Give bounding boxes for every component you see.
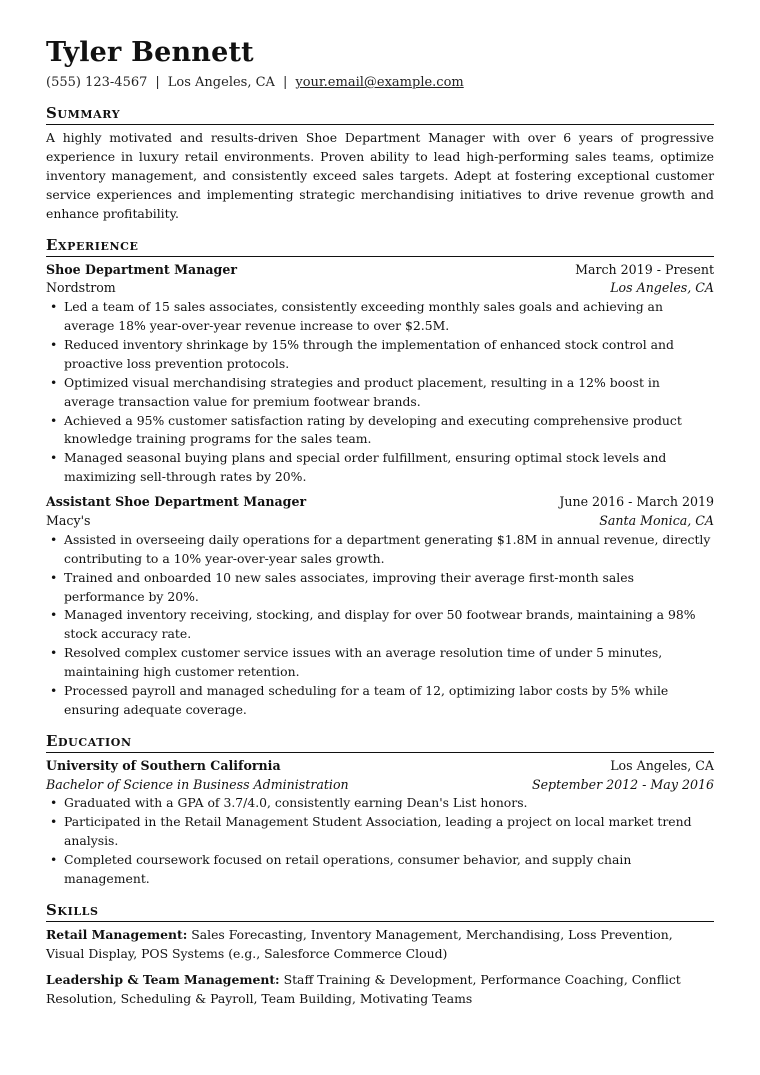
skill-entry (46, 926, 714, 964)
email-link[interactable]: your.email@example.com (295, 75, 464, 90)
list-item: • Reduced inventory shrinkage by 15% through the implementation of enhanced stock control and proactive loss prevention protocols. (46, 336, 714, 374)
contact-separator: | (155, 75, 160, 90)
candidate-name: Tyler Bennett (46, 37, 254, 68)
list-item: • Led a team of 15 sales associates, consistently exceeding monthly sales goals and achieving an average 18% year-over-year revenue increase to over $2.5M. (46, 298, 714, 336)
phone-number: (555) 123-4567 (46, 75, 148, 90)
section-heading-skills: Skills (46, 901, 714, 922)
school-row (46, 757, 714, 776)
education-bullets (46, 794, 714, 889)
experience-section (46, 236, 714, 720)
contact-location: Los Angeles, CA (167, 75, 275, 90)
job-bullets (46, 531, 714, 720)
job-company: Macy's (46, 512, 91, 528)
contact-line (46, 74, 714, 92)
list-item: • Resolved complex customer service issues with an average resolution time of under 5 minutes, maintaining high customer retention. (46, 644, 714, 682)
job-entry (46, 493, 714, 720)
skills-section (46, 901, 714, 1009)
degree-name: Bachelor of Science in Business Administration (46, 776, 349, 792)
list-item: • Managed seasonal buying plans and special order fulfillment, ensuring optimal stock levels and maximizing sell-through rates by 20%. (46, 449, 714, 487)
job-company: Nordstrom (46, 280, 116, 296)
section-heading-experience: Experience (46, 236, 714, 257)
list-item: • Trained and onboarded 10 new sales associates, improving their average first-month sales performance by 20%. (46, 569, 714, 607)
job-location: Santa Monica, CA (599, 512, 714, 528)
job-location: Los Angeles, CA (610, 280, 714, 296)
job-header-row (46, 493, 714, 512)
list-item: • Participated in the Retail Management Student Association, leading a project on local market trend analysis. (46, 813, 714, 851)
skill-entry (46, 971, 714, 1009)
school-location: Los Angeles, CA (610, 757, 714, 773)
section-heading-education: Education (46, 732, 714, 753)
section-heading-summary: Summary (46, 104, 714, 125)
job-title: Assistant Shoe Department Manager (46, 494, 307, 510)
job-dates: June 2016 - March 2019 (559, 494, 714, 510)
list-item: • Processed payroll and managed scheduling for a team of 12, optimizing labor costs by 5% while ensuring adequate coverage. (46, 682, 714, 720)
skill-category: Retail Management: (46, 926, 188, 942)
list-item: • Completed coursework focused on retail operations, consumer behavior, and supply chain management. (46, 851, 714, 889)
job-dates: March 2019 - Present (575, 261, 714, 277)
list-item: • Optimized visual merchandising strategies and product placement, resulting in a 12% boost in average transaction value for premium footwear brands. (46, 374, 714, 412)
list-item: • Graduated with a GPA of 3.7/4.0, consistently earning Dean's List honors. (46, 794, 714, 813)
job-entry (46, 261, 714, 488)
summary-section (46, 104, 714, 224)
degree-row (46, 776, 714, 795)
job-header-row (46, 261, 714, 280)
list-item: • Achieved a 95% customer satisfaction rating by developing and executing comprehensive product knowledge training programs for the sales team. (46, 412, 714, 450)
job-company-row (46, 279, 714, 298)
job-title: Shoe Department Manager (46, 261, 237, 277)
education-dates: September 2012 - May 2016 (531, 776, 714, 792)
skill-list: Sales Forecasting, Inventory Management, Merchandising, Loss Prevention, Visual Display, POS Systems (e.g., Salesforce Commerce Cloud) (46, 926, 673, 961)
school-name: University of Southern California (46, 757, 281, 773)
job-bullets (46, 298, 714, 487)
education-section (46, 732, 714, 889)
job-company-row (46, 512, 714, 531)
skill-category: Leadership & Team Management: (46, 971, 280, 987)
list-item: • Assisted in overseeing daily operations for a department generating $1.8M in annual revenue, directly contributing to a 10% year-over-year sales growth. (46, 531, 714, 569)
summary-text: A highly motivated and results-driven Shoe Department Manager with over 6 years of progressive experience in luxury retail environments. Proven ability to lead high-performing sales teams, optimize inventory management, and consistently exceed sales targets. Adept at fostering exceptional customer service experiences and implementing strategic merchandising initiatives to drive revenue growth and enhance profitability. (46, 130, 714, 221)
list-item: • Managed inventory receiving, stocking, and display for over 50 footwear brands, maintaining a 98% stock accuracy rate. (46, 606, 714, 644)
skill-list: Staff Training & Development, Performance Coaching, Conflict Resolution, Scheduling & Payroll, Team Building, Motivating Teams (46, 971, 681, 1006)
contact-separator: | (282, 75, 288, 90)
